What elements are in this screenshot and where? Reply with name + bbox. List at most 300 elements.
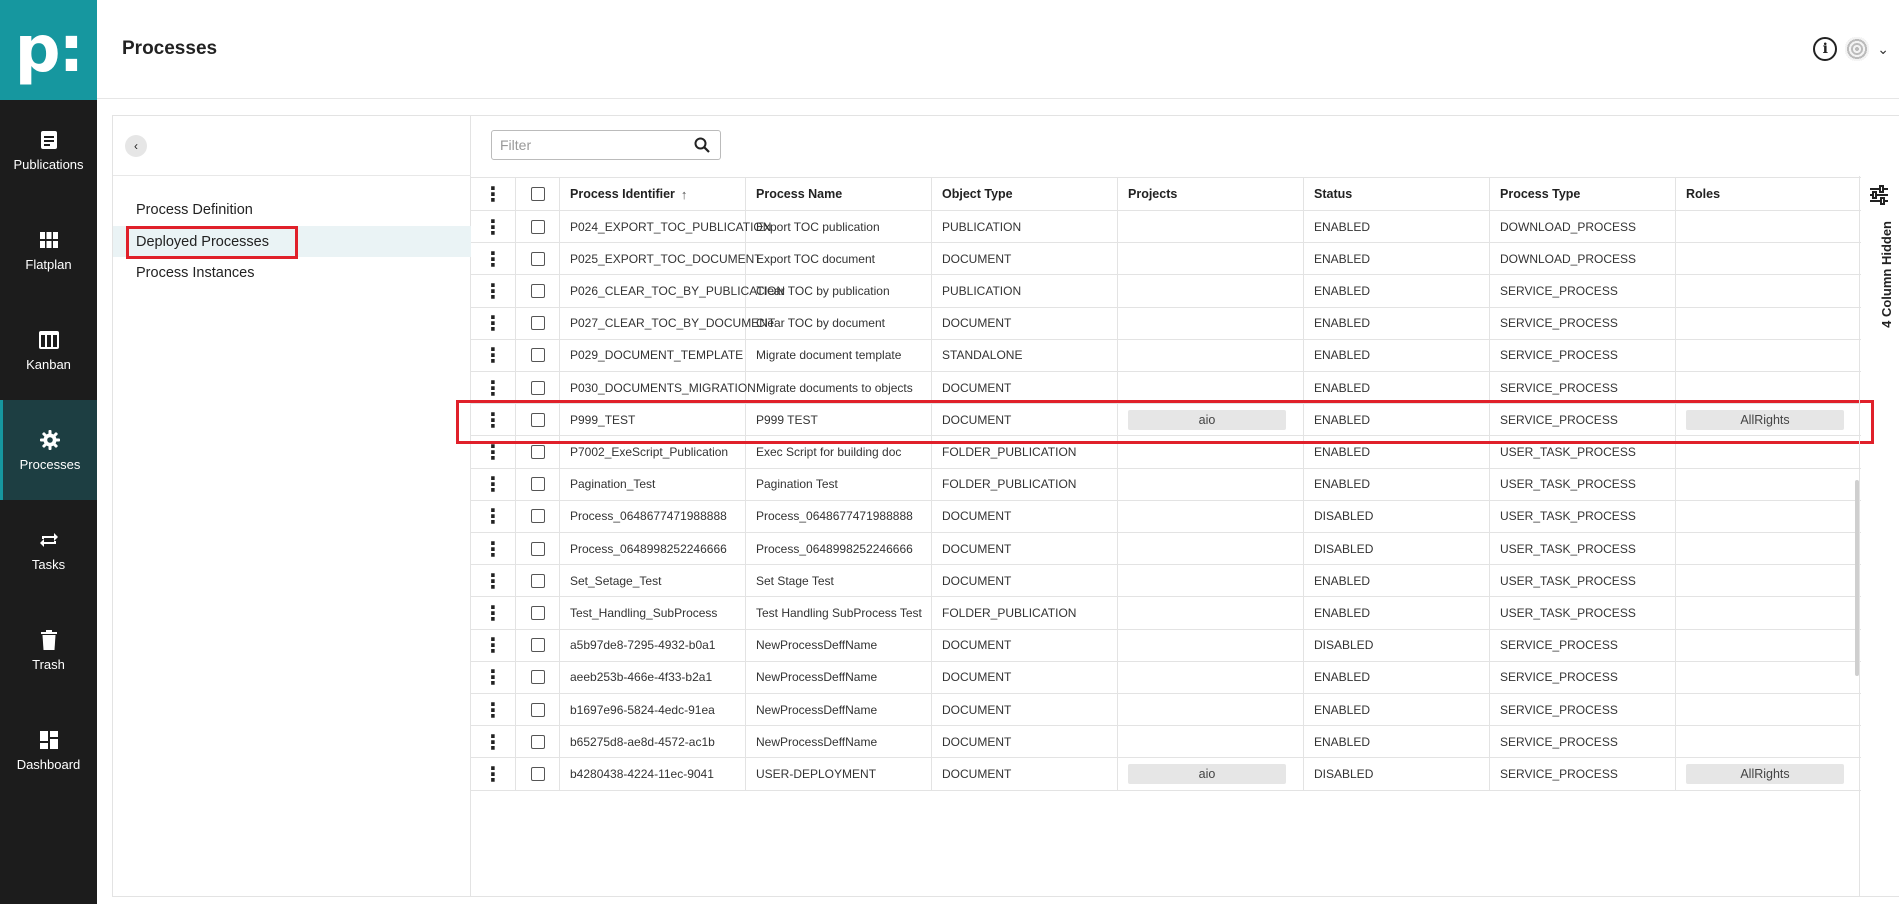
- cell-status: [1304, 533, 1490, 564]
- table-row[interactable]: [471, 501, 1861, 533]
- cell-text: P025_EXPORT_TOC_DOCUMENT: [570, 251, 762, 266]
- cell-status: [1304, 372, 1490, 403]
- cell-projects: [1118, 308, 1304, 339]
- row-menu-cell[interactable]: [471, 372, 516, 403]
- row-checkbox[interactable]: [531, 252, 545, 266]
- cell-process-name: [746, 372, 932, 403]
- role-chip: AllRights: [1686, 764, 1844, 784]
- cell-process-type: [1490, 404, 1676, 435]
- cell-text: SERVICE_PROCESS: [1500, 283, 1618, 298]
- cell-process-type: [1490, 308, 1676, 339]
- cell-status: [1304, 662, 1490, 693]
- cell-text: DOCUMENT: [942, 412, 1012, 427]
- cell-object-type: [932, 211, 1118, 242]
- cell-roles: [1676, 308, 1861, 339]
- cell-text: Test Handling SubProcess Test: [756, 605, 922, 620]
- row-checkbox[interactable]: [531, 542, 545, 556]
- row-menu-cell[interactable]: [471, 243, 516, 274]
- row-select-cell[interactable]: [516, 726, 560, 757]
- cell-projects: [1118, 436, 1304, 467]
- left-nav-rail: [0, 0, 97, 904]
- table-row[interactable]: [471, 533, 1861, 565]
- cell-text: NewProcessDeffName: [756, 702, 878, 717]
- more-vertical-icon[interactable]: ⋮: [483, 439, 503, 464]
- cell-process-identifier: [560, 275, 785, 306]
- cell-text: SERVICE_PROCESS: [1500, 766, 1618, 781]
- table-row[interactable]: [471, 469, 1861, 501]
- more-vertical-icon[interactable]: ⋮: [483, 761, 503, 786]
- cell-roles: [1676, 404, 1861, 435]
- more-vertical-icon[interactable]: ⋮: [483, 214, 503, 239]
- more-vertical-icon[interactable]: ⋮: [483, 182, 503, 206]
- cell-process-name: [746, 211, 932, 242]
- search-icon[interactable]: [694, 137, 710, 153]
- table-row[interactable]: [471, 694, 1861, 726]
- nav-item-publications[interactable]: [0, 100, 97, 200]
- cell-text: DOCUMENT: [942, 670, 1012, 685]
- row-select-cell[interactable]: [516, 758, 560, 789]
- column-header-label: Roles: [1686, 187, 1721, 201]
- more-vertical-icon[interactable]: ⋮: [483, 407, 503, 432]
- app-logo[interactable]: [0, 0, 97, 100]
- cell-text: ENABLED: [1314, 605, 1371, 620]
- cell-text: SERVICE_PROCESS: [1500, 734, 1618, 749]
- cell-text: USER_TASK_PROCESS: [1500, 573, 1636, 588]
- cell-object-type: [932, 533, 1118, 564]
- row-select-cell[interactable]: [516, 565, 560, 596]
- nav-label-dashboard: Dashboard: [16, 756, 81, 772]
- cell-text: Pagination Test: [756, 477, 838, 492]
- cell-roles: [1676, 243, 1861, 274]
- grid-icon: [38, 229, 60, 251]
- cell-text: NewProcessDeffName: [756, 670, 878, 685]
- nav-label-kanban: Kanban: [26, 356, 71, 372]
- cell-text: DISABLED: [1314, 638, 1374, 653]
- row-select-cell[interactable]: [516, 469, 560, 500]
- cell-text: Export TOC publication: [756, 219, 880, 234]
- cell-process-name: [746, 533, 932, 564]
- row-checkbox[interactable]: [531, 477, 545, 491]
- row-menu-cell[interactable]: [471, 340, 516, 371]
- document-icon: [38, 129, 60, 151]
- nav-label-publications: Publications: [13, 156, 84, 172]
- cell-text: DOCUMENT: [942, 509, 1012, 524]
- table-header-row: [471, 177, 1861, 211]
- row-checkbox[interactable]: [531, 284, 545, 298]
- column-header-status[interactable]: [1304, 178, 1490, 210]
- cell-object-type: [932, 597, 1118, 628]
- more-vertical-icon[interactable]: ⋮: [483, 246, 503, 271]
- table-row[interactable]: [471, 275, 1861, 307]
- kanban-icon: [38, 329, 60, 351]
- trash-icon: [38, 629, 60, 651]
- more-vertical-icon[interactable]: ⋮: [483, 633, 503, 658]
- cell-text: ENABLED: [1314, 734, 1371, 749]
- logo-text: p:: [14, 13, 83, 87]
- cell-text: ENABLED: [1314, 348, 1371, 363]
- cell-text: SERVICE_PROCESS: [1500, 380, 1618, 395]
- table-area: [471, 116, 1899, 896]
- cell-projects: [1118, 501, 1304, 532]
- cell-text: DOWNLOAD_PROCESS: [1500, 251, 1637, 266]
- cell-process-type: [1490, 469, 1676, 500]
- row-menu-cell[interactable]: [471, 630, 516, 661]
- cell-text: Test_Handling_SubProcess: [570, 605, 718, 620]
- row-menu-cell[interactable]: [471, 726, 516, 757]
- cell-status: [1304, 726, 1490, 757]
- cell-text: P027_CLEAR_TOC_BY_DOCUMENT: [570, 316, 776, 331]
- header-menu-cell[interactable]: [471, 178, 516, 210]
- row-select-cell[interactable]: [516, 243, 560, 274]
- sort-ascending-icon[interactable]: ↑: [680, 186, 688, 202]
- cell-text: FOLDER_PUBLICATION: [942, 605, 1077, 620]
- column-header-process-identifier[interactable]: [560, 178, 746, 210]
- table-row[interactable]: [471, 597, 1861, 629]
- cell-text: PUBLICATION: [942, 219, 1022, 234]
- row-menu-cell[interactable]: [471, 404, 516, 435]
- menu-item-label: Process Definition: [136, 201, 253, 218]
- cell-text: aeeb253b-466e-4f33-b2a1: [570, 670, 713, 685]
- row-menu-cell[interactable]: [471, 436, 516, 467]
- cell-object-type: [932, 372, 1118, 403]
- cell-text: P026_CLEAR_TOC_BY_PUBLICATION: [570, 283, 785, 298]
- cell-process-type: [1490, 662, 1676, 693]
- cell-projects: [1118, 340, 1304, 371]
- row-menu-cell[interactable]: [471, 501, 516, 532]
- sliders-icon[interactable]: [1868, 184, 1890, 206]
- cell-process-identifier: [560, 630, 746, 661]
- cell-status: [1304, 758, 1490, 789]
- cell-object-type: [932, 662, 1118, 693]
- row-select-cell[interactable]: [516, 630, 560, 661]
- nav-item-dashboard[interactable]: [0, 700, 97, 800]
- more-vertical-icon[interactable]: ⋮: [483, 278, 503, 303]
- cell-text: Process_0648998252246666: [570, 541, 727, 556]
- column-header-process-name[interactable]: [746, 178, 932, 210]
- cell-text: USER_TASK_PROCESS: [1500, 444, 1636, 459]
- cell-text: USER-DEPLOYMENT: [756, 766, 877, 781]
- nav-item-tasks[interactable]: [0, 500, 97, 600]
- cell-text: Migrate document template: [756, 348, 902, 363]
- cell-text: Process_0648677471988888: [756, 509, 913, 524]
- cell-projects: [1118, 275, 1304, 306]
- row-checkbox[interactable]: [531, 316, 545, 330]
- cell-status: [1304, 340, 1490, 371]
- row-checkbox[interactable]: [531, 445, 545, 459]
- more-vertical-icon[interactable]: ⋮: [483, 536, 503, 561]
- cell-process-name: [746, 630, 932, 661]
- column-header-roles[interactable]: [1676, 178, 1861, 210]
- table-row[interactable]: [471, 211, 1861, 243]
- cell-process-type: [1490, 565, 1676, 596]
- cell-text: Clear TOC by publication: [756, 283, 890, 298]
- table-row[interactable]: [471, 308, 1861, 340]
- cell-roles: [1676, 436, 1861, 467]
- row-select-cell[interactable]: [516, 372, 560, 403]
- cell-text: DOCUMENT: [942, 380, 1012, 395]
- cell-object-type: [932, 694, 1118, 725]
- cell-process-name: [746, 469, 932, 500]
- column-header-label: Process Type: [1500, 187, 1581, 201]
- more-vertical-icon[interactable]: ⋮: [483, 729, 503, 754]
- table-row[interactable]: [471, 758, 1861, 790]
- more-vertical-icon[interactable]: ⋮: [483, 665, 503, 690]
- cell-text: Export TOC document: [756, 251, 875, 266]
- cell-text: SERVICE_PROCESS: [1500, 412, 1618, 427]
- cell-roles: [1676, 662, 1861, 693]
- row-select-cell[interactable]: [516, 308, 560, 339]
- row-menu-cell[interactable]: [471, 597, 516, 628]
- more-vertical-icon[interactable]: ⋮: [483, 375, 503, 400]
- row-select-cell[interactable]: [516, 340, 560, 371]
- cell-text: DOCUMENT: [942, 316, 1012, 331]
- cell-process-name: [746, 501, 932, 532]
- nav-item-trash[interactable]: [0, 600, 97, 700]
- column-header-label: Process Name: [756, 187, 843, 201]
- filter-input[interactable]: [492, 132, 682, 158]
- cell-text: P029_DOCUMENT_TEMPLATE: [570, 348, 744, 363]
- row-checkbox[interactable]: [531, 606, 545, 620]
- table-row[interactable]: [471, 662, 1861, 694]
- cell-text: Pagination_Test: [570, 477, 656, 492]
- cell-process-identifier: [560, 597, 746, 628]
- menu-item-process-definition[interactable]: [113, 194, 471, 225]
- table-row[interactable]: [471, 404, 1861, 436]
- project-chip: aio: [1128, 764, 1286, 784]
- cell-projects: [1118, 243, 1304, 274]
- row-checkbox[interactable]: [531, 638, 545, 652]
- table-scrollbar[interactable]: [1855, 480, 1859, 676]
- row-select-cell[interactable]: [516, 211, 560, 242]
- collapse-panel-button[interactable]: [125, 135, 147, 157]
- table-row[interactable]: [471, 630, 1861, 662]
- cell-roles: [1676, 340, 1861, 371]
- row-menu-cell[interactable]: [471, 758, 516, 789]
- row-checkbox[interactable]: [531, 767, 545, 781]
- row-checkbox[interactable]: [531, 509, 545, 523]
- cell-process-type: [1490, 726, 1676, 757]
- row-select-cell[interactable]: [516, 275, 560, 306]
- cell-text: Clear TOC by document: [756, 316, 885, 331]
- column-header-projects[interactable]: [1118, 178, 1304, 210]
- cell-roles: [1676, 372, 1861, 403]
- cell-process-identifier: [560, 469, 746, 500]
- cell-text: ENABLED: [1314, 412, 1371, 427]
- row-select-cell[interactable]: [516, 694, 560, 725]
- info-icon[interactable]: i: [1813, 37, 1837, 61]
- nav-label-trash: Trash: [32, 656, 65, 672]
- row-checkbox[interactable]: [531, 670, 545, 684]
- column-header-process-type[interactable]: [1490, 178, 1676, 210]
- gear-icon: [39, 429, 61, 451]
- row-checkbox[interactable]: [531, 735, 545, 749]
- chevron-down-icon[interactable]: ⌄: [1877, 40, 1889, 57]
- page-header: [97, 0, 1899, 99]
- cell-roles: [1676, 694, 1861, 725]
- row-select-cell[interactable]: [516, 436, 560, 467]
- column-header-label: Projects: [1128, 187, 1178, 201]
- more-vertical-icon[interactable]: ⋮: [483, 697, 503, 722]
- cell-object-type: [932, 275, 1118, 306]
- cell-process-type: [1490, 694, 1676, 725]
- cell-process-type: [1490, 275, 1676, 306]
- cell-process-type: [1490, 211, 1676, 242]
- cell-text: SERVICE_PROCESS: [1500, 702, 1618, 717]
- table-row[interactable]: [471, 372, 1861, 404]
- cell-roles: [1676, 533, 1861, 564]
- cell-text: Migrate documents to objects: [756, 380, 913, 395]
- cell-roles: [1676, 275, 1861, 306]
- cell-text: DISABLED: [1314, 509, 1374, 524]
- more-vertical-icon[interactable]: ⋮: [483, 343, 503, 368]
- cell-roles: [1676, 565, 1861, 596]
- filter-field[interactable]: [491, 130, 721, 160]
- cell-process-type: [1490, 243, 1676, 274]
- table-row[interactable]: [471, 340, 1861, 372]
- cell-text: Exec Script for building doc: [756, 444, 902, 459]
- table-row[interactable]: [471, 243, 1861, 275]
- row-select-cell[interactable]: [516, 404, 560, 435]
- nav-item-processes[interactable]: [0, 400, 97, 500]
- cell-text: DOCUMENT: [942, 766, 1012, 781]
- cell-text: P999 TEST: [756, 412, 818, 427]
- more-vertical-icon[interactable]: ⋮: [483, 600, 503, 625]
- cell-process-type: [1490, 501, 1676, 532]
- cell-text: P7002_ExeScript_Publication: [570, 444, 729, 459]
- cell-text: USER_TASK_PROCESS: [1500, 541, 1636, 556]
- cell-projects: [1118, 726, 1304, 757]
- cell-process-identifier: [560, 726, 746, 757]
- nav-label-flatplan: Flatplan: [25, 256, 72, 272]
- row-select-cell[interactable]: [516, 501, 560, 532]
- project-chip: aio: [1128, 410, 1286, 430]
- cell-text: USER_TASK_PROCESS: [1500, 477, 1636, 492]
- cell-object-type: [932, 501, 1118, 532]
- cell-process-identifier: [560, 501, 746, 532]
- cell-text: P030_DOCUMENTS_MIGRATION: [570, 380, 756, 395]
- more-vertical-icon[interactable]: ⋮: [483, 311, 503, 336]
- cell-text: ENABLED: [1314, 444, 1371, 459]
- row-menu-cell[interactable]: [471, 662, 516, 693]
- cell-text: Process_0648998252246666: [756, 541, 913, 556]
- cell-roles: [1676, 469, 1861, 500]
- cell-projects: [1118, 758, 1304, 789]
- cell-process-identifier: [560, 436, 746, 467]
- repeat-icon: [38, 529, 60, 551]
- row-menu-cell[interactable]: [471, 469, 516, 500]
- page-title: Processes: [122, 38, 218, 59]
- cell-process-type: [1490, 758, 1676, 789]
- row-checkbox[interactable]: [531, 220, 545, 234]
- cell-text: FOLDER_PUBLICATION: [942, 444, 1077, 459]
- cell-text: ENABLED: [1314, 251, 1371, 266]
- row-select-cell[interactable]: [516, 662, 560, 693]
- row-menu-cell[interactable]: [471, 533, 516, 564]
- dashboard-icon: [38, 729, 60, 751]
- table-row[interactable]: [471, 565, 1861, 597]
- cell-text: NewProcessDeffName: [756, 734, 878, 749]
- cell-text: ENABLED: [1314, 380, 1371, 395]
- cell-object-type: [932, 436, 1118, 467]
- cell-text: PUBLICATION: [942, 283, 1022, 298]
- chevron-left-icon: ‹: [134, 139, 138, 153]
- cell-process-name: [746, 758, 932, 789]
- cell-text: NewProcessDeffName: [756, 638, 878, 653]
- cell-text: b1697e96-5824-4edc-91ea: [570, 702, 715, 717]
- cell-process-name: [746, 726, 932, 757]
- menu-item-process-instances[interactable]: [113, 257, 471, 288]
- row-checkbox[interactable]: [531, 413, 545, 427]
- avatar[interactable]: [1845, 37, 1869, 61]
- cell-status: [1304, 565, 1490, 596]
- cell-projects: [1118, 597, 1304, 628]
- cell-text: b4280438-4224-11ec-9041: [570, 766, 714, 781]
- column-header-object-type[interactable]: [932, 178, 1118, 210]
- cell-projects: [1118, 469, 1304, 500]
- row-select-cell[interactable]: [516, 533, 560, 564]
- cell-text: b65275d8-ae8d-4572-ac1b: [570, 734, 715, 749]
- cell-text: SERVICE_PROCESS: [1500, 348, 1618, 363]
- more-vertical-icon[interactable]: ⋮: [483, 568, 503, 593]
- cell-text: ENABLED: [1314, 702, 1371, 717]
- select-all-checkbox[interactable]: [531, 187, 545, 201]
- column-header-label: Status: [1314, 187, 1353, 201]
- menu-item-deployed-processes[interactable]: [113, 226, 471, 257]
- cell-process-type: [1490, 630, 1676, 661]
- cell-status: [1304, 501, 1490, 532]
- row-menu-cell[interactable]: [471, 308, 516, 339]
- column-visibility-toggle[interactable]: [1861, 176, 1899, 366]
- row-menu-cell[interactable]: [471, 565, 516, 596]
- nav-label-tasks: Tasks: [31, 556, 66, 572]
- cell-object-type: [932, 340, 1118, 371]
- divider: [1859, 176, 1860, 896]
- row-menu-cell[interactable]: [471, 211, 516, 242]
- more-vertical-icon[interactable]: ⋮: [483, 472, 503, 497]
- cell-projects: [1118, 372, 1304, 403]
- row-checkbox[interactable]: [531, 348, 545, 362]
- cell-projects: [1118, 533, 1304, 564]
- row-checkbox[interactable]: [531, 703, 545, 717]
- nav-item-kanban[interactable]: [0, 300, 97, 400]
- menu-item-label: Deployed Processes: [136, 233, 269, 250]
- row-menu-cell[interactable]: [471, 275, 516, 306]
- table-row[interactable]: [471, 726, 1861, 758]
- cell-text: DOCUMENT: [942, 734, 1012, 749]
- cell-status: [1304, 404, 1490, 435]
- header-select-all-cell[interactable]: [516, 178, 560, 210]
- cell-process-name: [746, 340, 932, 371]
- cell-process-identifier: [560, 372, 756, 403]
- menu-item-label: Process Instances: [136, 264, 255, 281]
- row-checkbox[interactable]: [531, 381, 545, 395]
- cell-process-identifier: [560, 404, 746, 435]
- cell-text: DOCUMENT: [942, 573, 1012, 588]
- more-vertical-icon[interactable]: ⋮: [483, 504, 503, 529]
- cell-text: Set_Setage_Test: [570, 573, 662, 588]
- row-select-cell[interactable]: [516, 597, 560, 628]
- row-menu-cell[interactable]: [471, 694, 516, 725]
- row-checkbox[interactable]: [531, 574, 545, 588]
- cell-process-type: [1490, 372, 1676, 403]
- cell-text: SERVICE_PROCESS: [1500, 316, 1618, 331]
- table-row[interactable]: [471, 436, 1861, 468]
- cell-status: [1304, 308, 1490, 339]
- nav-item-flatplan[interactable]: [0, 200, 97, 300]
- cell-status: [1304, 211, 1490, 242]
- content-card: [112, 115, 1899, 897]
- cell-process-name: [746, 404, 932, 435]
